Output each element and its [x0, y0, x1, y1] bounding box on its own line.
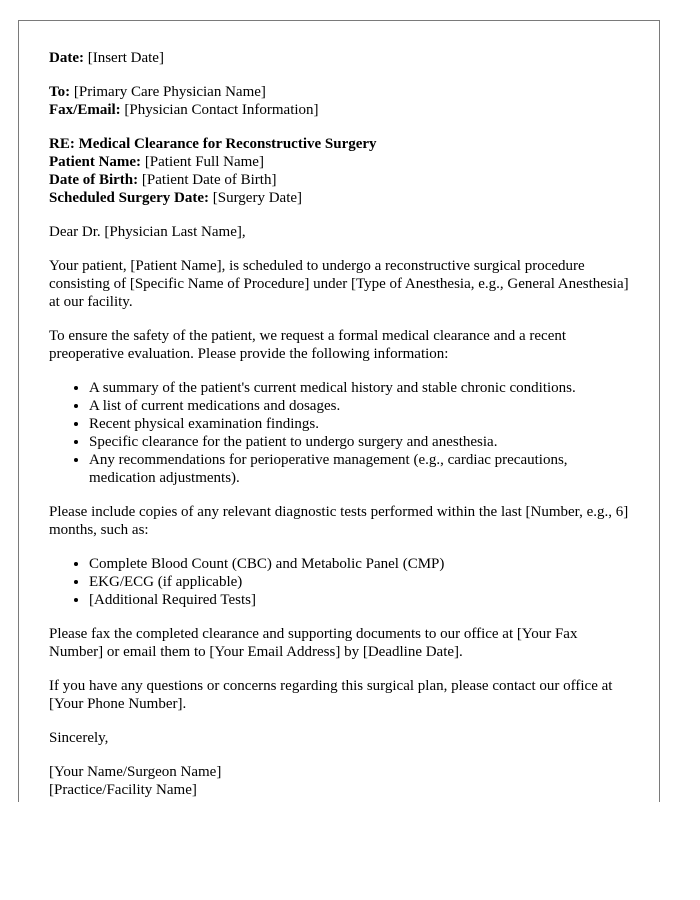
list-item: • Complete Blood Count (CBC) and Metabolic Panel (CMP)	[89, 555, 629, 573]
signature-name: [Your Name/Surgeon Name]	[49, 764, 222, 780]
intro-paragraph: Your patient, [Patient Name], is scheduled to undergo a reconstructive surgical procedure consisting of [Specific Name of Procedure] under [Type of Anesthesia, e.g., General Anesthesia] at our facility.	[49, 258, 629, 310]
recipient-block	[49, 83, 629, 119]
date-line	[49, 49, 629, 67]
letter-page	[18, 20, 660, 802]
fax-value: [Physician Contact Information]	[124, 102, 319, 118]
date-value: [Insert Date]	[87, 50, 164, 66]
list-item: • A summary of the patient's current medical history and stable chronic conditions.	[89, 379, 629, 397]
tests-list	[49, 555, 629, 609]
re-block	[49, 135, 629, 207]
list-item: • [Additional Required Tests]	[89, 591, 629, 609]
dob-label: Date of Birth:	[49, 172, 139, 188]
list-item: • Recent physical examination findings.	[89, 415, 629, 433]
salutation: Dear Dr. [Physician Last Name],	[49, 224, 246, 240]
request-paragraph: To ensure the safety of the patient, we request a formal medical clearance and a recent preoperative evaluation. Please provide the following information:	[49, 328, 567, 362]
surgery-date-value: [Surgery Date]	[212, 190, 303, 206]
patient-name-line	[49, 153, 629, 171]
dob-value: [Patient Date of Birth]	[141, 172, 277, 188]
re-subject: RE: Medical Clearance for Reconstructive Surgery	[49, 136, 377, 152]
list-item: • EKG/ECG (if applicable)	[89, 573, 629, 591]
patient-name-label: Patient Name:	[49, 154, 142, 170]
signature-block	[49, 763, 629, 799]
patient-name-value: [Patient Full Name]	[144, 154, 264, 170]
surgery-date-label: Scheduled Surgery Date:	[49, 190, 209, 206]
fax-label: Fax/Email:	[49, 102, 121, 118]
to-value: [Primary Care Physician Name]	[73, 84, 266, 100]
list-item: • Any recommendations for perioperative management (e.g., cardiac precautions, medication adjustments).	[89, 451, 629, 487]
date-label: Date:	[49, 50, 84, 66]
fax-line	[49, 101, 629, 119]
closing: Sincerely,	[49, 730, 109, 746]
dob-line	[49, 171, 629, 189]
info-list	[49, 379, 629, 487]
signature-practice: [Practice/Facility Name]	[49, 782, 197, 798]
contact-paragraph: If you have any questions or concerns regarding this surgical plan, please contact our office at [Your Phone Number].	[49, 678, 613, 712]
list-item: • Specific clearance for the patient to undergo surgery and anesthesia.	[89, 433, 629, 451]
list-item: • A list of current medications and dosages.	[89, 397, 629, 415]
to-label: To:	[49, 84, 71, 100]
to-line	[49, 83, 629, 101]
return-instructions-paragraph: Please fax the completed clearance and supporting documents to our office at [Your Fax Number] or email them to [Your Email Address] by [Deadline Date].	[49, 626, 578, 660]
tests-intro-paragraph: Please include copies of any relevant diagnostic tests performed within the last [Number, e.g., 6] months, such as:	[49, 504, 629, 538]
surgery-date-line	[49, 189, 629, 207]
